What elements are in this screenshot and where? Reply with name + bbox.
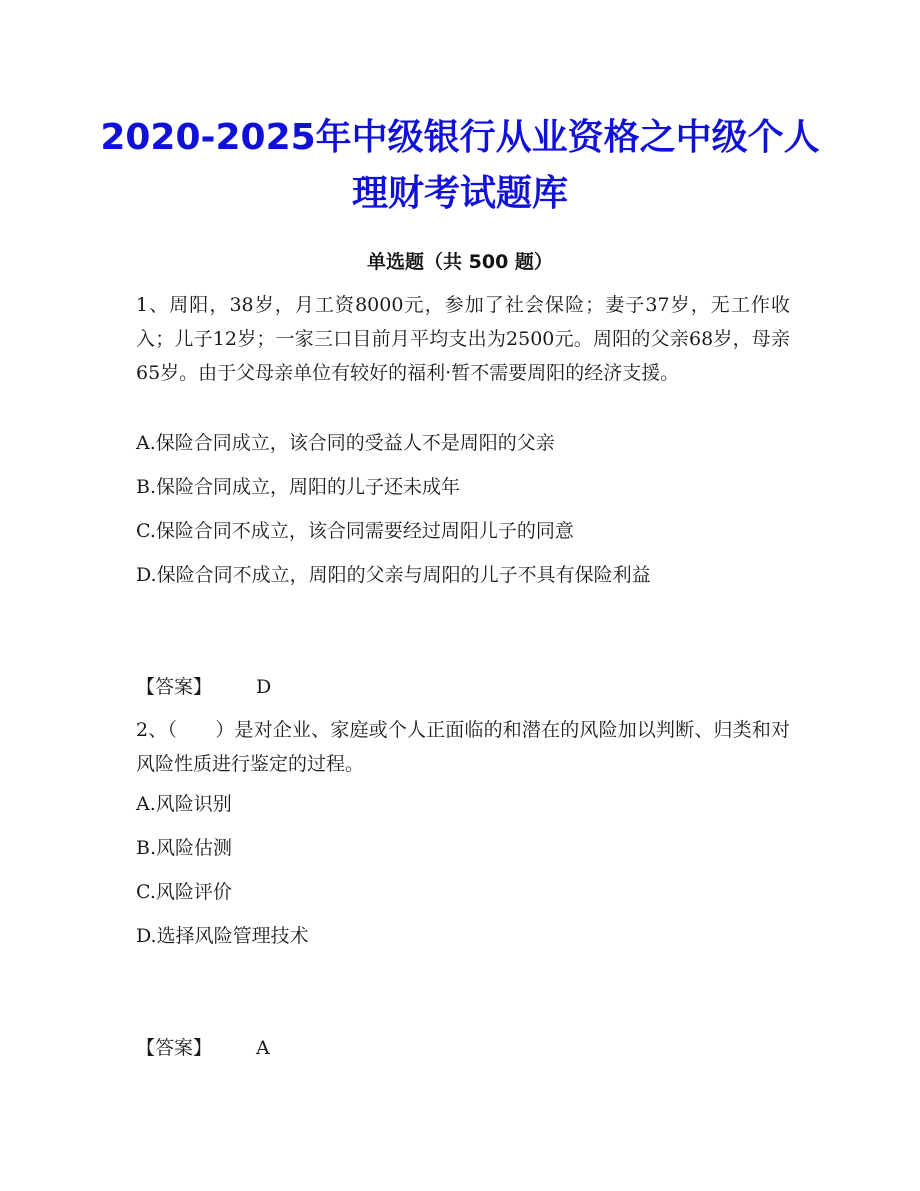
- option-a: A.风险识别: [136, 793, 232, 815]
- section-heading: 单选题（共 500 题）: [367, 251, 553, 273]
- option-d: D.保险合同不成立，周阳的父亲与周阳的儿子不具有保险利益: [136, 564, 651, 586]
- question-stem: 2、（ ）是对企业、家庭或个人正面临的和潜在的风险加以判断、归类和对风险性质进行鉴定的过程。: [136, 719, 790, 775]
- answer-row: [136, 672, 271, 702]
- option-c: C.保险合同不成立，该合同需要经过周阳儿子的同意: [136, 520, 574, 542]
- answer-value: A: [256, 1037, 270, 1059]
- document-title: 2020-2025年中级银行从业资格之中级个人理财考试题库: [100, 117, 820, 214]
- option-c: C.风险评价: [136, 881, 232, 903]
- answer-value: D: [256, 676, 272, 698]
- answer-row: [136, 1033, 270, 1063]
- answer-label: 【答案】: [136, 676, 213, 698]
- option-d: D.选择风险管理技术: [136, 925, 309, 947]
- question-stem: 1、周阳，38岁，月工资8000元，参加了社会保险；妻子37岁，无工作收入；儿子12岁；一家三口目前月平均支出为2500元。周阳的父亲68岁，母亲65岁。由于父母亲单位有较好的福利·暂不需要周阳的经济支援。: [136, 294, 790, 384]
- option-b: B.风险估测: [136, 837, 233, 859]
- answer-label: 【答案】: [136, 1037, 213, 1059]
- option-a: A.保险合同成立，该合同的受益人不是周阳的父亲: [136, 432, 555, 454]
- option-b: B.保险合同成立，周阳的儿子还未成年: [136, 476, 461, 498]
